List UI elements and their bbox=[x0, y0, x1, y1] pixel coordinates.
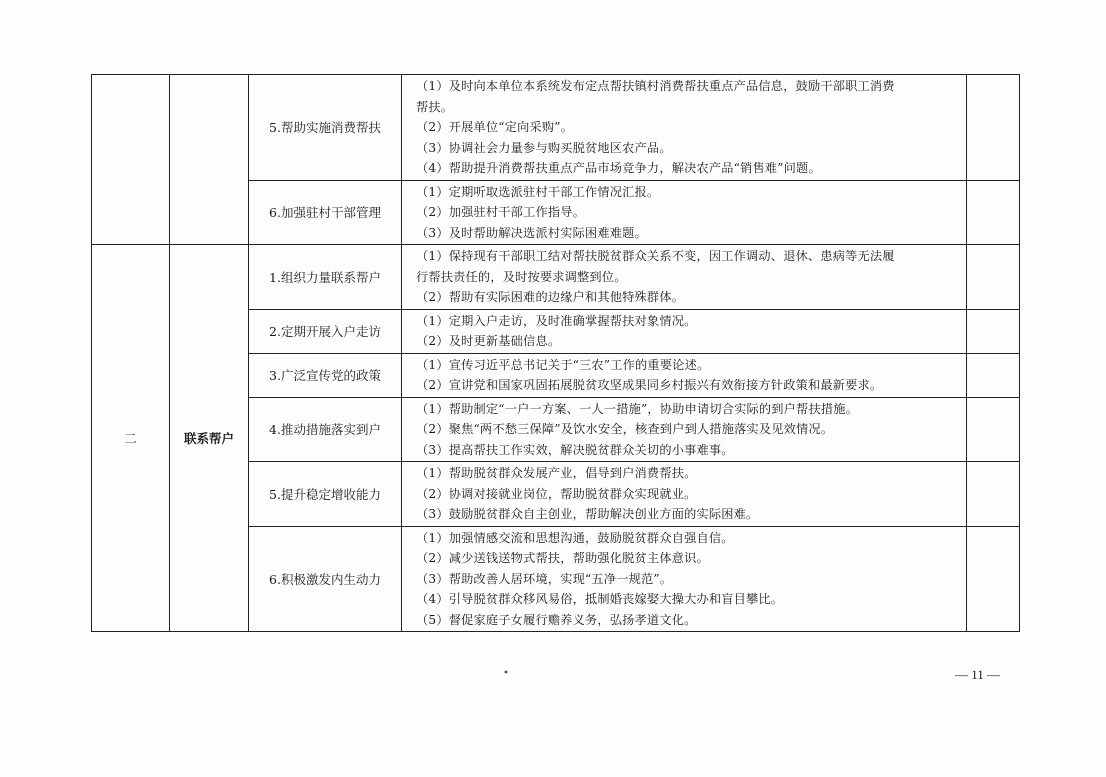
remarks-cell bbox=[967, 397, 1020, 462]
task-cell: 1.组织力量联系帮户 bbox=[249, 245, 402, 310]
detail-line: 帮扶。 bbox=[416, 99, 454, 114]
task-cell: 6.积极激发内生动力 bbox=[249, 526, 402, 632]
remarks-cell bbox=[967, 353, 1020, 397]
detail-line: （1）帮助制定“一户一方案、一人一措施”，协助申请切合实际的到户帮扶措施。 bbox=[416, 401, 858, 416]
detail-line: （3）帮助改善人居环境，实现“五净一规范”。 bbox=[416, 571, 673, 586]
detail-line: （3）鼓励脱贫群众自主创业，帮助解决创业方面的实际困难。 bbox=[416, 507, 759, 521]
task-cell: 5.帮助实施消费帮扶 bbox=[249, 75, 402, 181]
detail-line: （3）提高帮扶工作实效，解决脱贫群众关切的小事难事。 bbox=[416, 442, 734, 457]
category-cell bbox=[170, 75, 249, 245]
table-row bbox=[92, 75, 1020, 181]
scan-mark: • bbox=[503, 668, 509, 679]
detail-cell bbox=[402, 353, 967, 397]
detail-line: 行帮扶责任的，及时按要求调整到位。 bbox=[416, 269, 627, 284]
detail-line: （2）聚焦“两不愁三保障”及饮水安全，核查到户到人措施落实及见效情况。 bbox=[416, 422, 834, 436]
section-number-cell bbox=[92, 75, 170, 245]
detail-line: （1）定期入户走访，及时准确掌握帮扶对象情况。 bbox=[416, 313, 697, 328]
task-cell: 5.提升稳定增收能力 bbox=[249, 462, 402, 527]
table-row bbox=[92, 245, 1020, 310]
detail-line: （2）及时更新基础信息。 bbox=[416, 334, 561, 348]
detail-line: （1）及时向本单位本系统发布定点帮扶镇村消费帮扶重点产品信息，鼓励干部职工消费 bbox=[416, 79, 895, 93]
detail-line: （2）协调对接就业岗位，帮助脱贫群众实现就业。 bbox=[416, 486, 697, 501]
category-cell: 联系帮户 bbox=[170, 245, 249, 632]
detail-line: （3）协调社会力量参与购买脱贫地区农产品。 bbox=[416, 140, 672, 155]
detail-line: （1）定期听取选派驻村干部工作情况汇报。 bbox=[416, 184, 660, 199]
detail-cell bbox=[402, 526, 967, 632]
detail-line: （2）开展单位“定向采购”。 bbox=[416, 120, 574, 134]
detail-cell bbox=[402, 309, 967, 353]
detail-cell bbox=[402, 180, 967, 245]
detail-line: （5）督促家庭子女履行赡养义务，弘扬孝道文化。 bbox=[416, 612, 697, 627]
task-cell: 3.广泛宣传党的政策 bbox=[249, 353, 402, 397]
section-number-cell: 二 bbox=[92, 245, 170, 632]
remarks-cell bbox=[967, 526, 1020, 632]
page-number: — 11 — bbox=[954, 667, 1000, 682]
remarks-cell bbox=[967, 462, 1020, 527]
detail-cell bbox=[402, 75, 967, 181]
detail-line: （1）宣传习近平总书记关于“三农”工作的重要论述。 bbox=[416, 357, 710, 372]
detail-line: （2）帮助有实际困难的边缘户和其他特殊群体。 bbox=[416, 290, 685, 304]
remarks-cell bbox=[967, 309, 1020, 353]
detail-line: （2）减少送钱送物式帮扶，帮助强化脱贫主体意识。 bbox=[416, 551, 709, 565]
task-cell: 6.加强驻村干部管理 bbox=[249, 180, 402, 245]
detail-line: （1）帮助脱贫群众发展产业，倡导到户消费帮扶。 bbox=[416, 466, 697, 480]
detail-line: （2）宣讲党和国家巩固拓展脱贫攻坚成果同乡村振兴有效衔接方针政策和最新要求。 bbox=[416, 378, 883, 392]
detail-line: （4）帮助提升消费帮扶重点产品市场竞争力，解决农产品“销售难”问题。 bbox=[416, 161, 821, 175]
task-cell: 2.定期开展入户走访 bbox=[249, 309, 402, 353]
detail-line: （2）加强驻村干部工作指导。 bbox=[416, 205, 585, 219]
task-cell: 4.推动措施落实到户 bbox=[249, 397, 402, 462]
detail-line: （1）保持现有干部职工结对帮扶脱贫群众关系不变，因工作调动、退休、患病等无法履 bbox=[416, 249, 895, 263]
detail-cell bbox=[402, 245, 967, 310]
remarks-cell bbox=[967, 180, 1020, 245]
detail-cell bbox=[402, 462, 967, 527]
detail-line: （1）加强情感交流和思想沟通，鼓励脱贫群众自强自信。 bbox=[416, 530, 734, 545]
detail-cell bbox=[402, 397, 967, 462]
detail-line: （3）及时帮助解决选派村实际困难难题。 bbox=[416, 225, 647, 240]
remarks-cell bbox=[967, 75, 1020, 181]
remarks-cell bbox=[967, 245, 1020, 310]
detail-line: （4）引导脱贫群众移风易俗，抵制婚丧嫁娶大操大办和盲目攀比。 bbox=[416, 592, 784, 606]
work-plan-table bbox=[91, 74, 1020, 632]
